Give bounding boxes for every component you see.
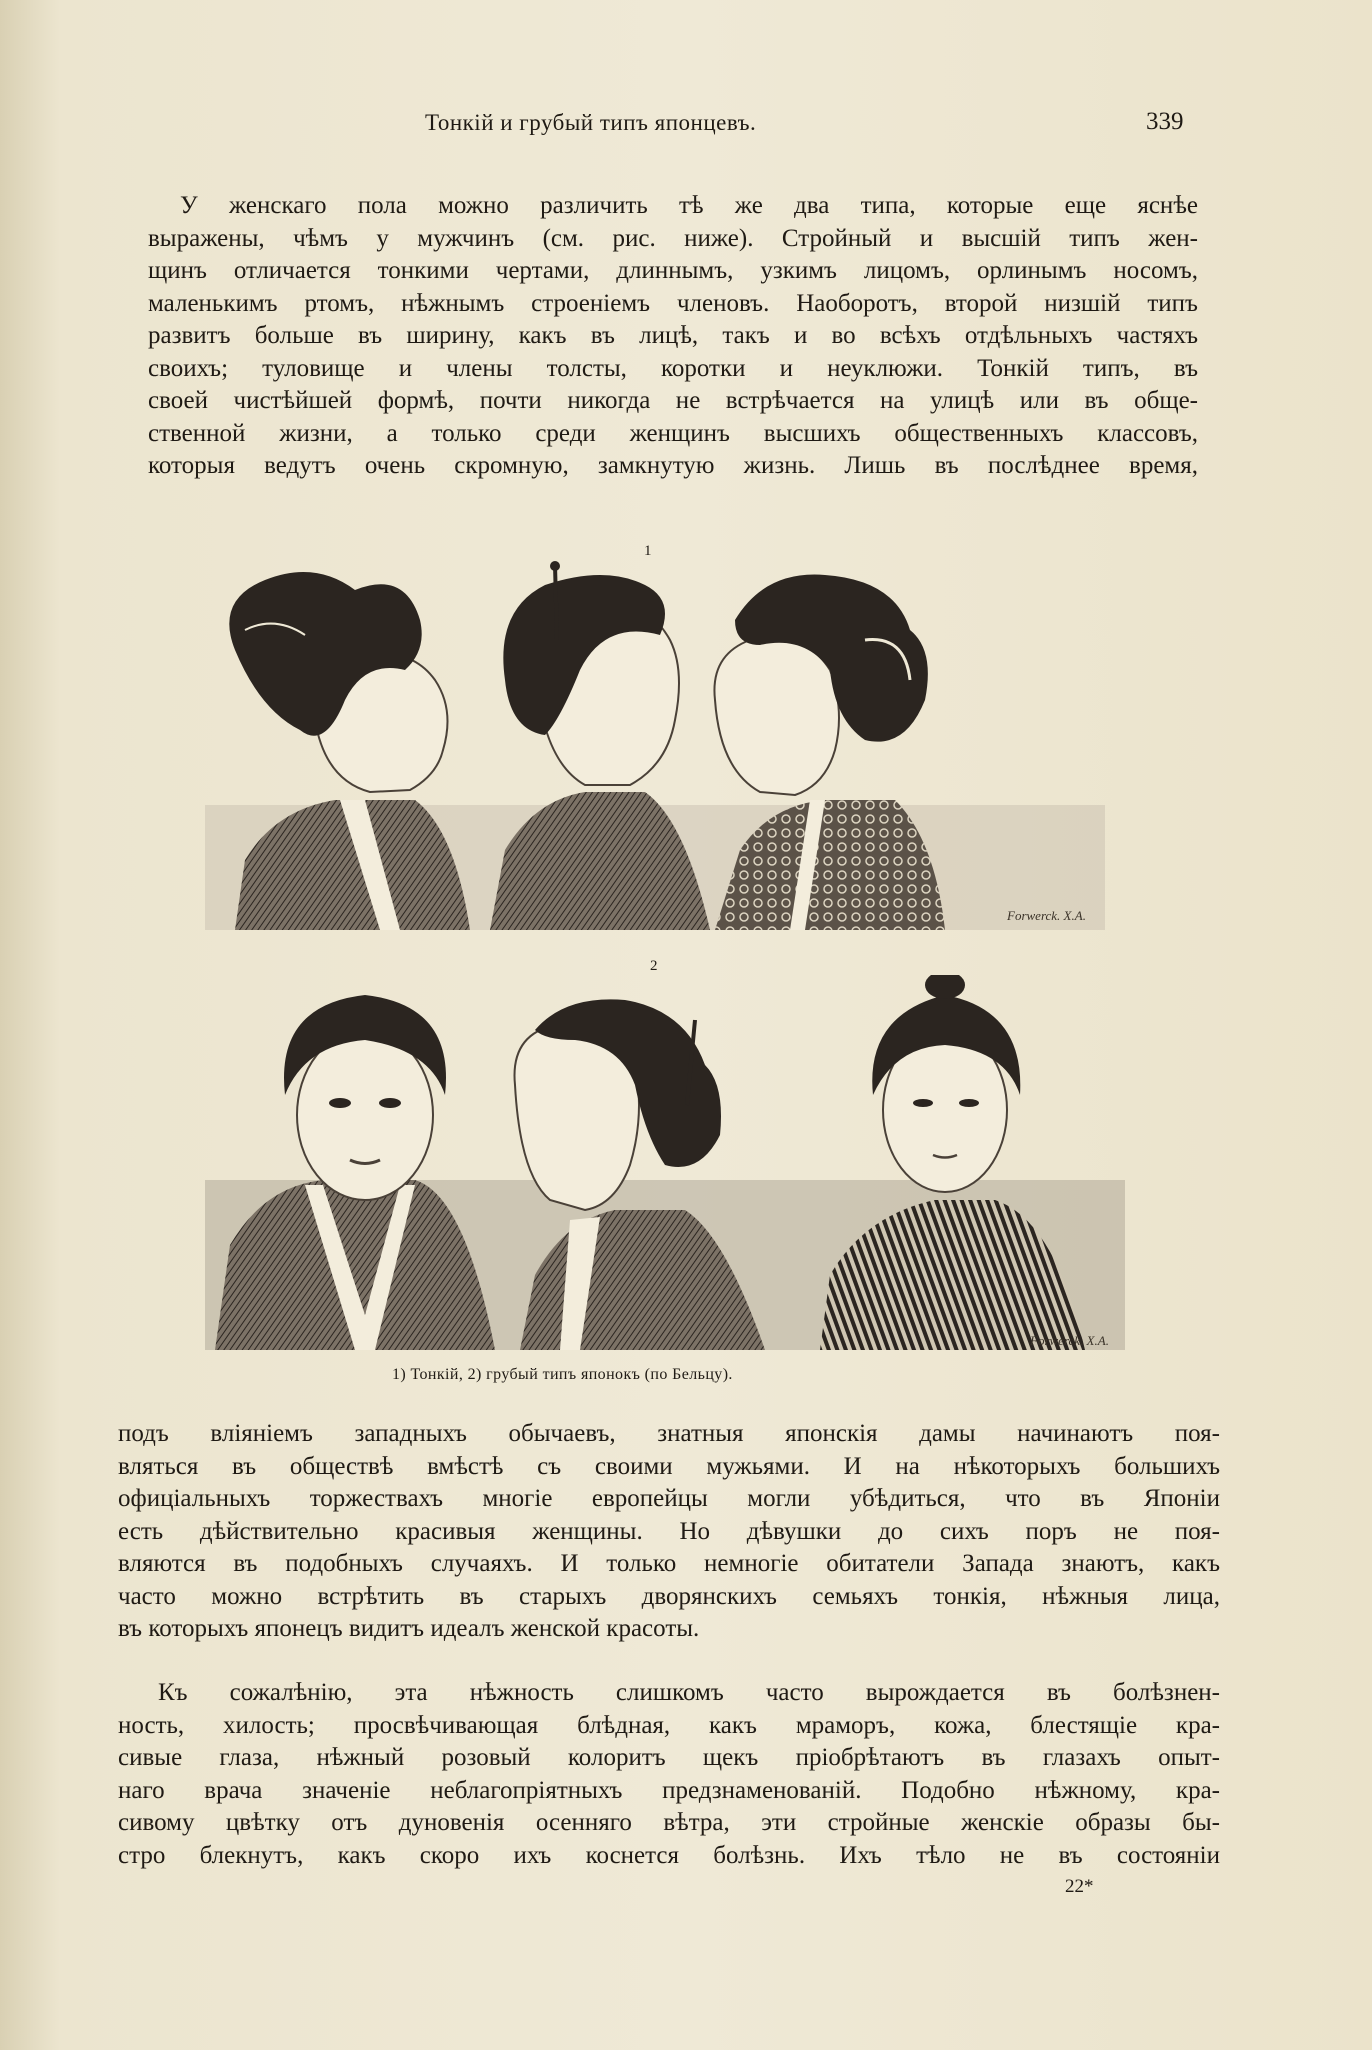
text-line: подъ вліяніемъ западныхъ обычаевъ, знатныя японскія дамы начинаютъ поя- [118, 1420, 1220, 1447]
text-line: сивому цвѣтку отъ дуновенія осенняго вѣтра, эти стройные женскіе образы бы- [118, 1809, 1220, 1836]
portrait-coarse-type-right [820, 975, 1085, 1350]
signature-mark: 22* [1065, 1876, 1094, 1897]
text-line: щинъ отличается тонкими чертами, длиннымъ, узкимъ лицомъ, орлинымъ носомъ, [148, 257, 1198, 284]
figure-label-1: 1 [644, 543, 652, 559]
text-line: ственной жизни, а только среди женщинъ высшихъ общественныхъ классовъ, [148, 419, 1198, 447]
portrait-coarse-type-left [215, 995, 495, 1350]
text-line: офиціальныхъ торжествахъ многіе европейцы могли убѣдиться, что въ Японіи [118, 1485, 1220, 1512]
eye-shape [959, 1099, 979, 1107]
portrait-fine-type-center [490, 561, 710, 930]
text-line: маленькимъ ртомъ, нѣжнымъ строеніемъ членовъ. Наоборотъ, второй низшій типъ [148, 289, 1198, 317]
text-line: выражены, чѣмъ у мужчинъ (см. рис. ниже). Стройный и высшій типъ жен- [148, 224, 1198, 252]
eye-shape [379, 1098, 401, 1108]
text-line: которыя ведутъ очень скромную, замкнутую жизнь. Лишь въ послѣднее время, [148, 452, 1198, 479]
text-line: въ которыхъ японецъ видитъ идеалъ женской красоты. [118, 1615, 700, 1642]
text-line: вляются въ подобныхъ случаяхъ. И только немногіе обитатели Запада знаютъ, какъ [118, 1550, 1220, 1577]
text-line: часто можно встрѣтить въ старыхъ дворянскихъ семьяхъ тонкія, нѣжныя лица, [118, 1582, 1220, 1610]
hairpin-head [550, 561, 560, 571]
text-line: У женскаго пола можно различить тѣ же два типа, которые еще яснѣе [180, 192, 1198, 219]
paragraph-1 [148, 190, 1198, 483]
text-line: стро блекнутъ, какъ скоро ихъ коснется болѣзнь. Ихъ тѣло не въ состояніи [118, 1841, 1220, 1869]
paragraph-3 [118, 1677, 1220, 1872]
portrait-fine-type-left [229, 572, 470, 930]
text-line: своей чистѣйшей формѣ, почти никогда не встрѣчается на улицѣ или въ обще- [148, 387, 1198, 414]
text-line: наго врача значеніе неблагопріятныхъ предзнаменованій. Подобно нѣжному, кра- [118, 1776, 1220, 1804]
face-shape [714, 638, 839, 795]
text-line: ность, хилость; просвѣчивающая блѣдная, какъ мраморъ, кожа, блестящіе кра- [118, 1711, 1220, 1739]
engraver-signature-1: Forwerck. X.A. [1007, 908, 1086, 923]
running-title: Тонкій и грубый типъ японцевъ. [425, 110, 757, 135]
figure-caption: 1) Тонкій, 2) грубый типъ японокъ (по Бельцу). [392, 1366, 733, 1383]
text-line: своихъ; туловище и члены толсты, коротки и неуклюжи. Тонкій типъ, въ [148, 354, 1198, 382]
figure-label-2: 2 [650, 958, 658, 974]
portrait-fine-type-right [714, 575, 945, 930]
engraver-signature-2: Forwerck. X.A. [1030, 1333, 1109, 1348]
text-line: вляться въ обществѣ вмѣстѣ съ своими мужьями. И на нѣкоторыхъ большихъ [118, 1452, 1220, 1480]
hairpin-icon [555, 565, 557, 640]
portrait-coarse-type-center [515, 999, 766, 1350]
topknot-shape [925, 975, 965, 999]
page-number: 339 [1146, 108, 1184, 135]
engraving-plate-1 [205, 560, 1105, 930]
paragraph-2 [118, 1418, 1220, 1646]
text-line: развитъ больше въ ширину, какъ въ лицѣ, такъ и во всѣхъ отдѣльныхъ частяхъ [148, 322, 1198, 349]
text-line: есть дѣйствительно красивыя женщины. Но дѣвушки до сихъ поръ не поя- [118, 1517, 1220, 1545]
eye-shape [329, 1098, 351, 1108]
engraving-plate-2 [205, 975, 1125, 1350]
page-header [0, 110, 1372, 150]
text-line: Къ сожалѣнію, эта нѣжность слишкомъ часто вырождается въ болѣзнен- [158, 1679, 1220, 1706]
eye-shape [913, 1099, 933, 1107]
text-line: сивые глаза, нѣжный розовый колоритъ щекъ пріобрѣтаютъ въ глазахъ опыт- [118, 1744, 1220, 1771]
